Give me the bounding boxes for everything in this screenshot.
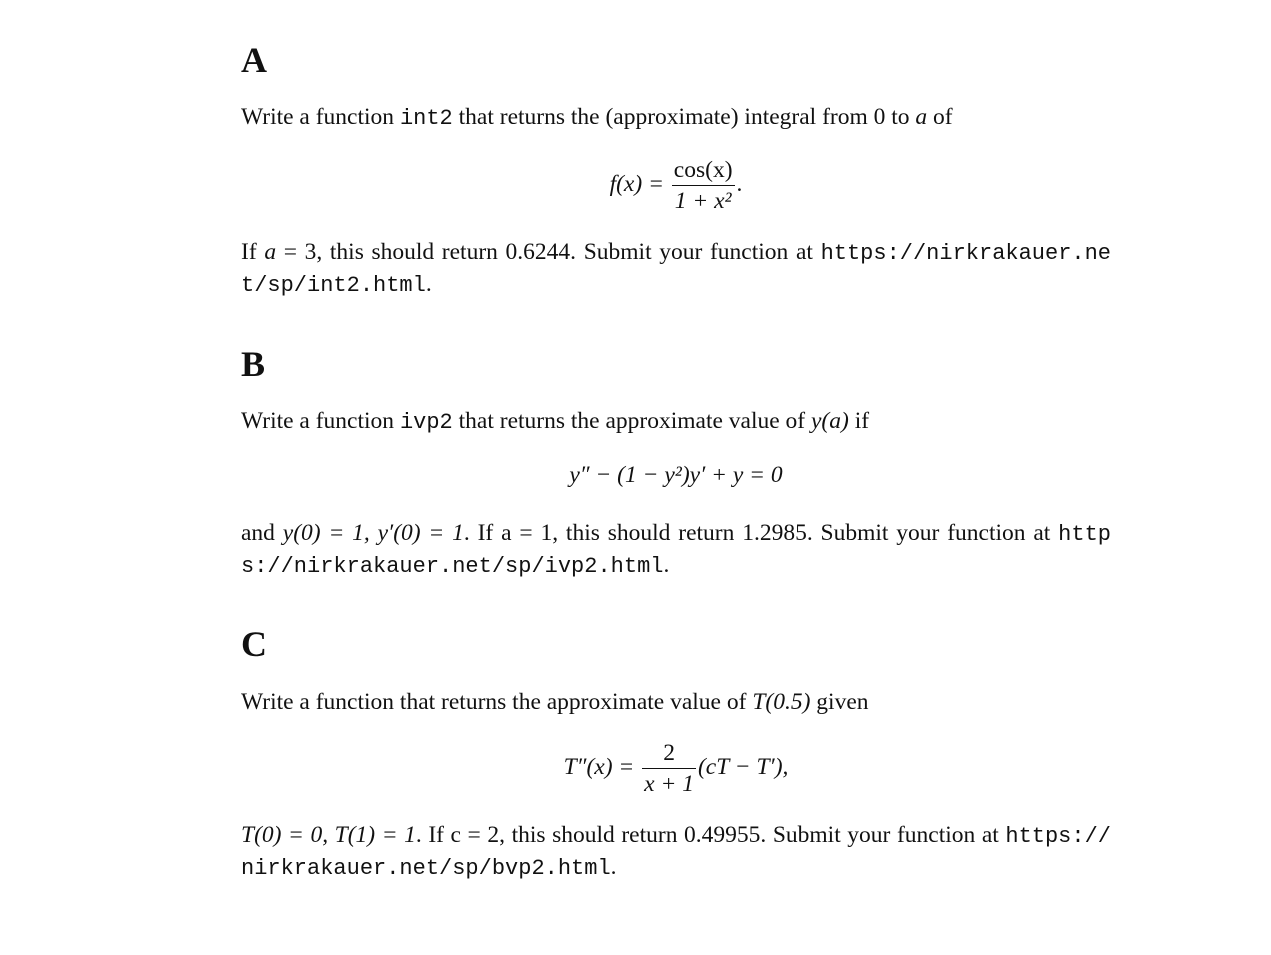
section-b-title: B [241, 344, 266, 384]
equation-c-fraction [642, 738, 696, 799]
section-c-submit-link[interactable]: https://nirkrakauer.net/sp/bvp2.html [241, 824, 1111, 881]
equation-c-numerator: 2 [642, 738, 696, 769]
equation-a-lhs: f(x) = [609, 170, 664, 197]
section-b-intro-text-2: that returns the approximate value of [452, 408, 811, 434]
section-a-result-text: = 3, this should return 0.6244. Submit your function at [276, 239, 821, 265]
section-c-result-text: . If c = 2, this should return 0.49955. Submit your function at [415, 822, 1006, 848]
section-c-intro-end: given [810, 689, 869, 715]
equation-c-lhs: T″(x) = [563, 753, 635, 780]
section-b-result-text: . If a = 1, this should return 1.2985. Submit your function at [463, 520, 1059, 546]
section-b-function-name: ivp2 [399, 410, 453, 435]
equation-a-fraction [672, 155, 735, 216]
section-a-intro [241, 102, 1111, 134]
section-a-function-name: int2 [399, 106, 453, 131]
section-b-initial-conditions: y(0) = 1, y′(0) = 1 [282, 520, 464, 546]
section-b-var: y(a) [811, 408, 849, 434]
section-c-title: C [241, 624, 267, 664]
section-a-result-end: . [425, 271, 432, 297]
section-b-equation: y″ − (1 − y²)y′ + y = 0 [569, 462, 783, 488]
section-b-submit-link[interactable]: https://nirkrakauer.net/sp/ivp2.html [241, 522, 1111, 579]
section-b-intro [241, 406, 1111, 438]
equation-a-trail: . [736, 170, 743, 197]
equation-c-denominator: x + 1 [644, 771, 694, 797]
equation-c-rhs: (cT − T′), [697, 753, 789, 780]
section-c-intro-text: Write a function that returns the approximate value of [241, 689, 753, 715]
section-b-result-lead: and [241, 520, 283, 546]
equation-a-numerator: cos(x) [672, 155, 735, 186]
section-a-equation [241, 155, 1111, 216]
section-a-intro-end: of [927, 104, 953, 130]
section-a-var: a [915, 104, 928, 130]
section-a-result-lead: If [241, 239, 265, 265]
section-a-result [241, 237, 1111, 301]
section-b-result [241, 518, 1111, 582]
section-a-submit-link[interactable]: https://nirkrakauer.net/sp/int2.html [241, 241, 1112, 298]
section-a-result-var: a [264, 239, 277, 265]
section-c-equation [241, 738, 1111, 799]
section-a-intro-text-2: that returns the (approximate) integral from 0 to [452, 104, 916, 130]
section-c-intro [241, 687, 1111, 718]
section-c-boundary-conditions: T(0) = 0, T(1) = 1 [241, 822, 416, 848]
section-b-intro-text: Write a function [241, 408, 400, 434]
section-b-result-end: . [663, 552, 670, 578]
section-c-result [241, 820, 1111, 884]
section-b-intro-end: if [848, 408, 870, 434]
section-a-intro-text: Write a function [241, 104, 400, 130]
section-c-result-end: . [610, 854, 617, 880]
equation-a-denominator: 1 + x² [674, 188, 732, 214]
section-c-var: T(0.5) [752, 689, 811, 715]
section-a-title: A [241, 40, 267, 80]
